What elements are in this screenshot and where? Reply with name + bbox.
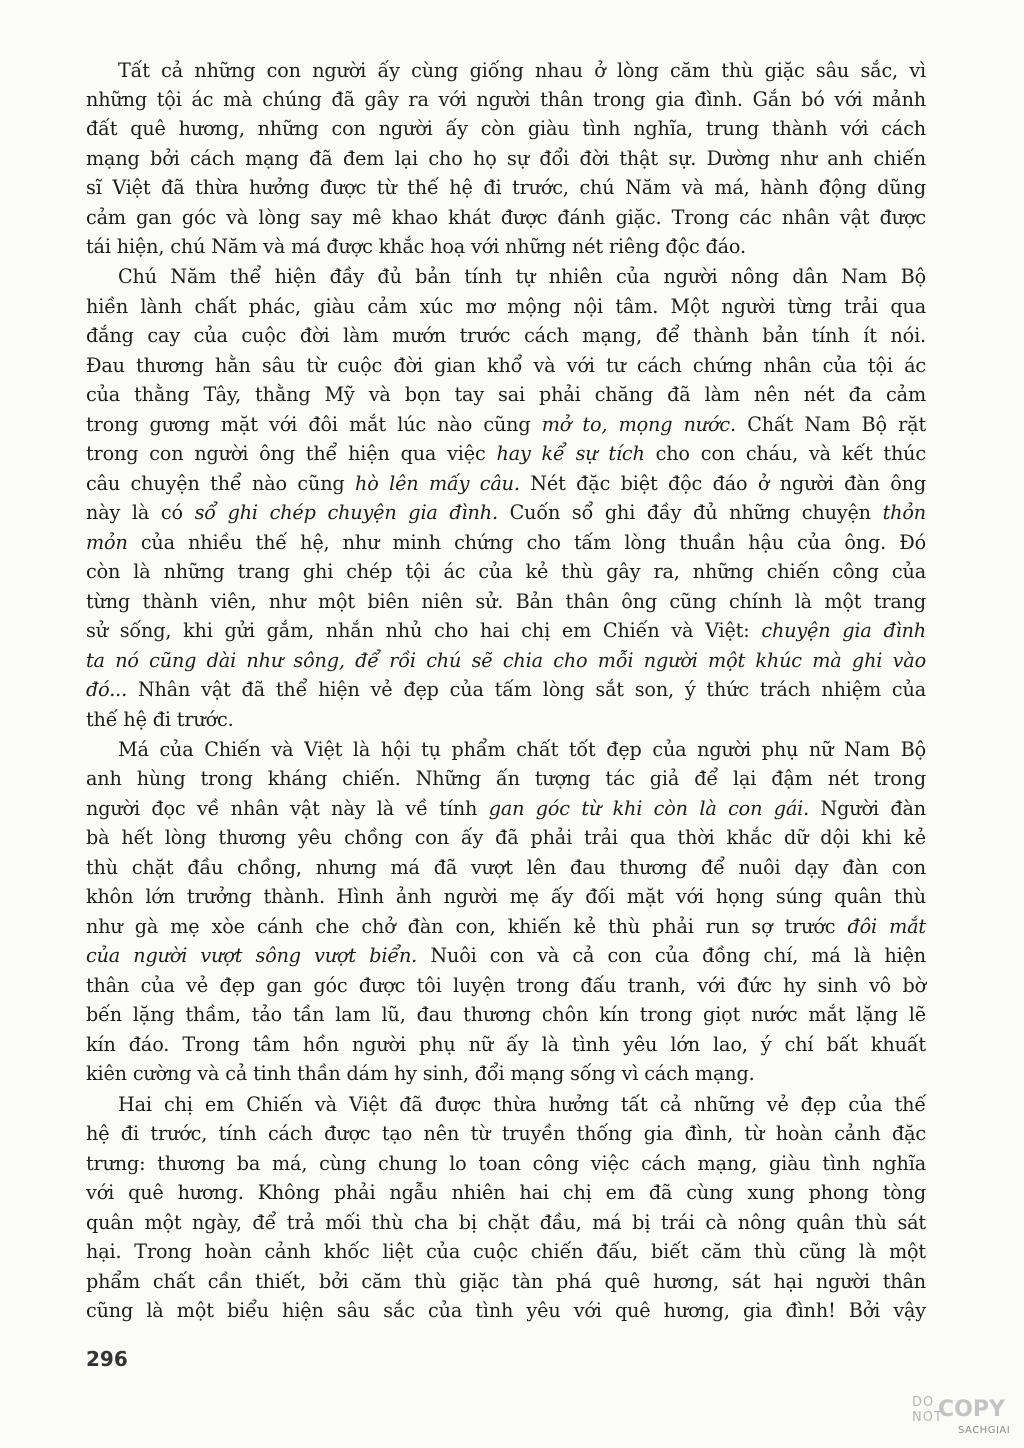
text-run: Nét đặc biệt độc đáo ở người đàn ông	[519, 472, 926, 495]
text-run: trong gương mặt với đôi mắt lúc nào cũng	[86, 413, 542, 436]
text-run: trưng: thương ba má, cùng chung lo toan công việc cách mạng, giàu tình nghĩa	[86, 1152, 926, 1175]
text-run: đất quê hương, những con người ấy còn giàu tình nghĩa, trung thành với cách	[86, 117, 926, 140]
text-line	[86, 1296, 926, 1325]
text-line	[86, 912, 926, 941]
text-line	[86, 439, 926, 468]
text-run: Tất cả những con người ấy cùng giống nhau ở lòng căm thù giặc sâu sắc, vì	[118, 59, 926, 82]
text-line	[86, 144, 926, 173]
text-line	[86, 646, 926, 675]
text-run: cảm gan góc và lòng say mê khao khát được đánh giặc. Trong các nhân vật được	[86, 206, 926, 229]
text-run: tái hiện, chú Năm và má được khắc hoạ với những nét riêng độc đáo.	[86, 235, 746, 258]
italic-phrase: mở to, mọng nước.	[541, 413, 736, 436]
text-line	[86, 1119, 926, 1148]
text-run: đắng cay của cuộc đời làm mướn trước cách mạng, để thành bản tính ít nói.	[86, 324, 926, 347]
text-run: người đọc về nhân vật này là về tính	[86, 797, 489, 820]
italic-phrase: của người vượt sông vượt biển.	[86, 944, 418, 967]
italic-phrase: đó...	[86, 678, 128, 701]
text-run: của thằng Tây, thằng Mỹ và bọn tay sai phải chăng đã làm nên nét đa cảm	[86, 383, 926, 406]
text-line	[86, 1030, 926, 1059]
text-run: câu chuyện thể nào cũng	[86, 472, 356, 495]
text-line	[86, 351, 926, 380]
text-run: Má của Chiến và Việt là hội tụ phẩm chất tốt đẹp của người phụ nữ Nam Bộ	[118, 738, 926, 761]
text-run: Đau thương hằn sâu từ cuộc đời gian khổ và với tư cách chứng nhân của tội ác	[86, 354, 926, 377]
italic-phrase: ta nó cũng dài như sông, để rồi chú sẽ chia cho mỗi người một khúc mà ghi vào	[86, 649, 926, 672]
text-run: của nhiều thế hệ, như minh chứng cho tấm lòng thuần hậu của ông. Đó	[127, 531, 926, 554]
text-run: phẩm chất cần thiết, bởi căm thù giặc tàn phá quê hương, sát hại người thân	[86, 1270, 926, 1293]
text-line	[86, 882, 926, 911]
text-run: cho con cháu, và kết thúc	[644, 442, 926, 465]
text-run: Chú Năm thể hiện đầy đủ bản tính tự nhiên của người nông dân Nam Bộ	[118, 265, 926, 288]
watermark-do: DO	[912, 1395, 935, 1410]
text-run: với quê hương. Không phải ngẫu nhiên hai chị em đã cùng xung phong tòng	[86, 1181, 926, 1204]
text-line	[118, 262, 926, 291]
text-line	[86, 85, 926, 114]
text-line	[86, 380, 926, 409]
text-line	[86, 1059, 926, 1088]
text-line	[86, 528, 926, 557]
text-line	[86, 853, 926, 882]
text-run: từng thành viên, như một biên niên sử. Bản thân ông cũng chính là một trang	[86, 590, 926, 613]
text-line	[118, 735, 926, 764]
watermark-logo	[912, 1394, 1012, 1440]
text-run: Hai chị em Chiến và Việt đã được thừa hưởng tất cả những vẻ đẹp của thế	[118, 1093, 926, 1116]
text-line	[86, 498, 926, 527]
text-run: hệ đi trước, tính cách được tạo nên từ truyền thống gia đình, từ hoàn cảnh đặc	[86, 1122, 926, 1145]
text-run: này là có	[86, 501, 195, 524]
text-line	[86, 675, 926, 704]
text-line	[86, 114, 926, 143]
italic-phrase: hay kể sự tích	[496, 442, 645, 465]
text-line	[86, 587, 926, 616]
text-line	[86, 1267, 926, 1296]
text-run: Người đàn	[809, 797, 926, 820]
text-line	[86, 1149, 926, 1178]
text-line	[86, 941, 926, 970]
text-run: thế hệ đi trước.	[86, 708, 234, 731]
text-run: cũng là một biểu hiện sâu sắc của tình yêu với quê hương, gia đình! Bởi vậy	[86, 1299, 926, 1322]
text-run: sử sống, khi gửi gắm, nhắn nhủ cho hai chị em Chiến và Việt:	[86, 619, 762, 642]
text-line	[86, 1000, 926, 1029]
text-run: mạng bởi cách mạng đã đem lại cho họ sự đổi đời thật sự. Dường như anh chiến	[86, 147, 926, 170]
italic-phrase: mỏn	[86, 531, 128, 554]
text-run: kiên cường và cả tinh thần dám hy sinh, đổi mạng sống vì cách mạng.	[86, 1062, 755, 1085]
text-run: thù chặt đầu chồng, nhưng má đã vượt lên đau thương để nuôi dạy đàn con	[86, 856, 926, 879]
text-line	[86, 410, 926, 439]
text-line	[86, 292, 926, 321]
text-line	[86, 203, 926, 232]
text-line	[86, 557, 926, 586]
text-run: bến lặng thầm, tảo tần lam lũ, đau thương chôn kín trong giọt nước mắt lặng lẽ	[86, 1003, 926, 1026]
text-line	[86, 321, 926, 350]
text-run: Cuốn sổ ghi đầy đủ những chuyện	[497, 501, 883, 524]
text-run: sĩ Việt đã thừa hưởng được từ thế hệ đi trước, chú Năm và má, hành động dũng	[86, 176, 926, 199]
text-line	[86, 823, 926, 852]
text-run: những tội ác mà chúng đã gây ra với người thân trong gia đình. Gắn bó với mảnh	[86, 88, 926, 111]
text-run: như gà mẹ xòe cánh che chở đàn con, khiến kẻ thù phải run sợ trước	[86, 915, 848, 938]
text-line	[118, 1090, 926, 1119]
italic-phrase: đôi mắt	[847, 915, 926, 938]
text-run: thân của vẻ đẹp gan góc được tôi luyện trong đấu tranh, với đức hy sinh vô bờ	[86, 974, 926, 997]
text-line	[86, 232, 926, 261]
text-line	[86, 794, 926, 823]
text-run: kín đáo. Trong tâm hồn người phụ nữ ấy là tình yêu lớn lao, ý chí bất khuất	[86, 1033, 926, 1056]
italic-phrase: thỏn	[882, 501, 926, 524]
text-run: anh hùng trong kháng chiến. Những ấn tượng tác giả để lại đậm nét trong	[86, 767, 926, 790]
text-line	[86, 1208, 926, 1237]
watermark-sachgiai: SACHGIAI	[958, 1425, 1011, 1436]
text-line	[86, 1178, 926, 1207]
text-line	[118, 56, 926, 85]
text-run: hại. Trong hoàn cảnh khốc liệt của cuộc chiến đấu, biết căm thù cũng là một	[86, 1240, 926, 1263]
italic-phrase: gan góc từ khi còn là con gái.	[488, 797, 810, 820]
text-line	[86, 1237, 926, 1266]
italic-phrase: chuyện gia đình	[761, 619, 926, 642]
text-run: Nuôi con và cả con của đồng chí, má là hiện	[417, 944, 926, 967]
text-run: bà hết lòng thương yêu chồng con ấy đã phải trải qua thời khắc dữ dội khi kẻ	[86, 826, 926, 849]
italic-phrase: hò lên mấy câu.	[355, 472, 520, 495]
text-line	[86, 173, 926, 202]
text-run: quân một ngày, để trả mối thù cha bị chặt đầu, má bị trái cà nông quân thù sát	[86, 1211, 926, 1234]
text-run: hiền lành chất phác, giàu cảm xúc mơ mộng nội tâm. Một người từng trải qua	[86, 295, 926, 318]
text-line	[86, 705, 926, 734]
text-line	[86, 469, 926, 498]
text-line	[86, 764, 926, 793]
italic-phrase: sổ ghi chép chuyện gia đình.	[194, 501, 498, 524]
text-run: còn là những trang ghi chép tội ác của kẻ thù gây ra, những chiến công của	[86, 560, 926, 583]
text-run: khôn lớn trưởng thành. Hình ảnh người mẹ ấy đối mặt với họng súng quân thù	[86, 885, 926, 908]
watermark-not: NOT	[912, 1410, 943, 1425]
text-run: trong con người ông thể hiện qua việc	[86, 442, 497, 465]
text-run: Nhân vật đã thể hiện vẻ đẹp của tấm lòng sắt son, ý thức trách nhiệm của	[127, 678, 926, 701]
text-line	[86, 971, 926, 1000]
text-run: Chất Nam Bộ rặt	[735, 413, 927, 436]
text-line	[86, 616, 926, 645]
page-number: 296	[86, 1347, 128, 1371]
watermark-copy: COPY	[938, 1397, 1005, 1422]
